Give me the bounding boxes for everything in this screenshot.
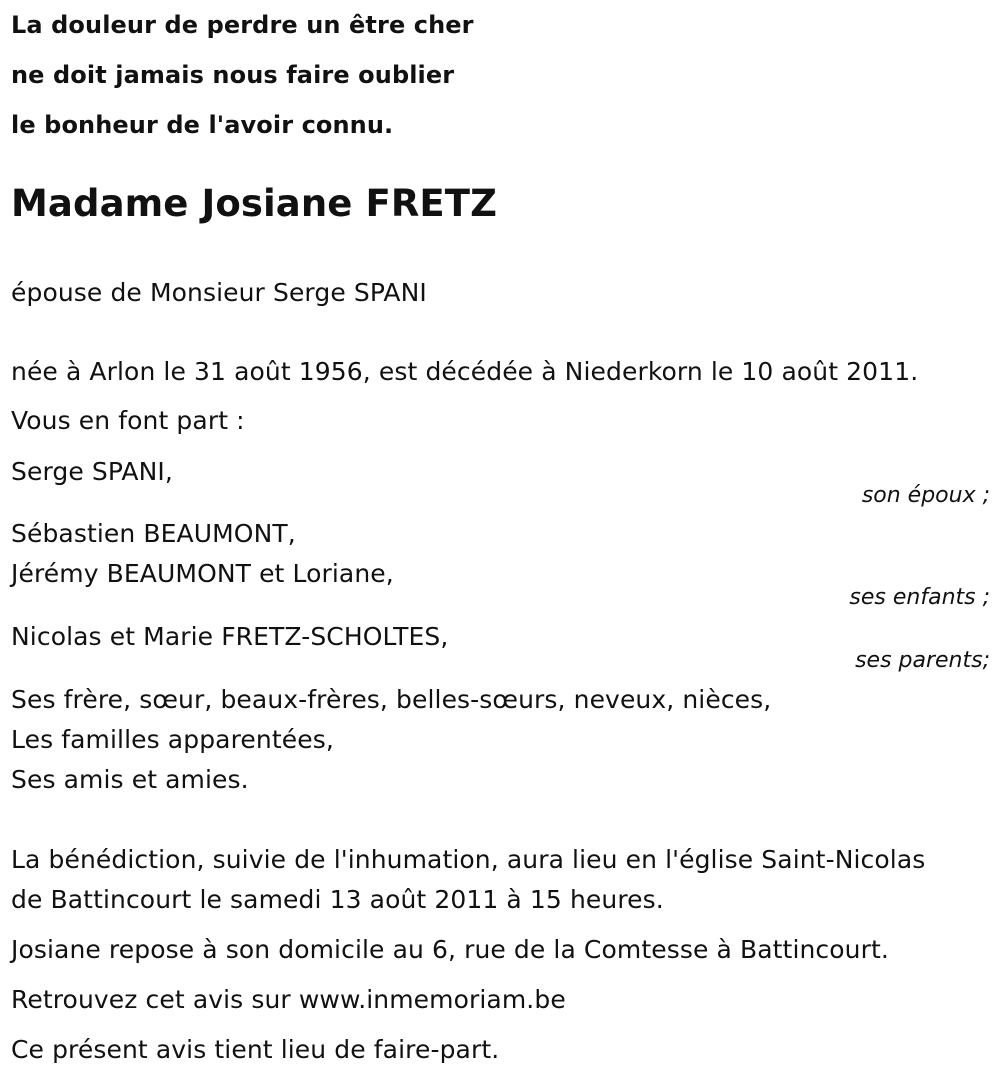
quote-line-1: La douleur de perdre un être cher [11,11,474,39]
families-line: Les familles apparentées, [11,725,334,754]
parents-role: ses parents; [855,648,990,673]
birth-death-line: née à Arlon le 31 août 1956, est décédée à Niederkorn le 10 août 2011. [11,357,919,386]
quote-line-2: ne doit jamais nous faire oublier [11,61,455,89]
spouse-role: son époux ; [861,483,990,508]
deceased-name: Madame Josiane FRETZ [11,182,498,225]
notice-line: Ce présent avis tient lieu de faire-part. [11,1035,500,1064]
friends-line: Ses amis et amies. [11,765,249,794]
child-name-1: Sébastien BEAUMONT, [11,519,296,548]
relatives-line: Ses frère, sœur, beaux-frères, belles-sœurs, neveux, nièces, [11,685,772,714]
children-role: ses enfants ; [849,585,990,610]
ceremony-line-2: de Battincourt le samedi 13 août 2011 à 15 heures. [11,885,664,914]
ceremony-line-1: La bénédiction, suivie de l'inhumation, aura lieu en l'église Saint-Nicolas [11,845,926,874]
rest-place-line: Josiane repose à son domicile au 6, rue de la Comtesse à Battincourt. [11,935,889,964]
quote-line-3: le bonheur de l'avoir connu. [11,111,394,139]
spouse-name: Serge SPANI, [11,457,173,486]
child-name-2: Jérémy BEAUMONT et Loriane, [11,559,394,588]
parents-name: Nicolas et Marie FRETZ-SCHOLTES, [11,622,449,651]
website-line: Retrouvez cet avis sur www.inmemoriam.be [11,985,566,1014]
spouse-line: épouse de Monsieur Serge SPANI [11,278,427,307]
announcers-intro: Vous en font part : [11,406,245,435]
